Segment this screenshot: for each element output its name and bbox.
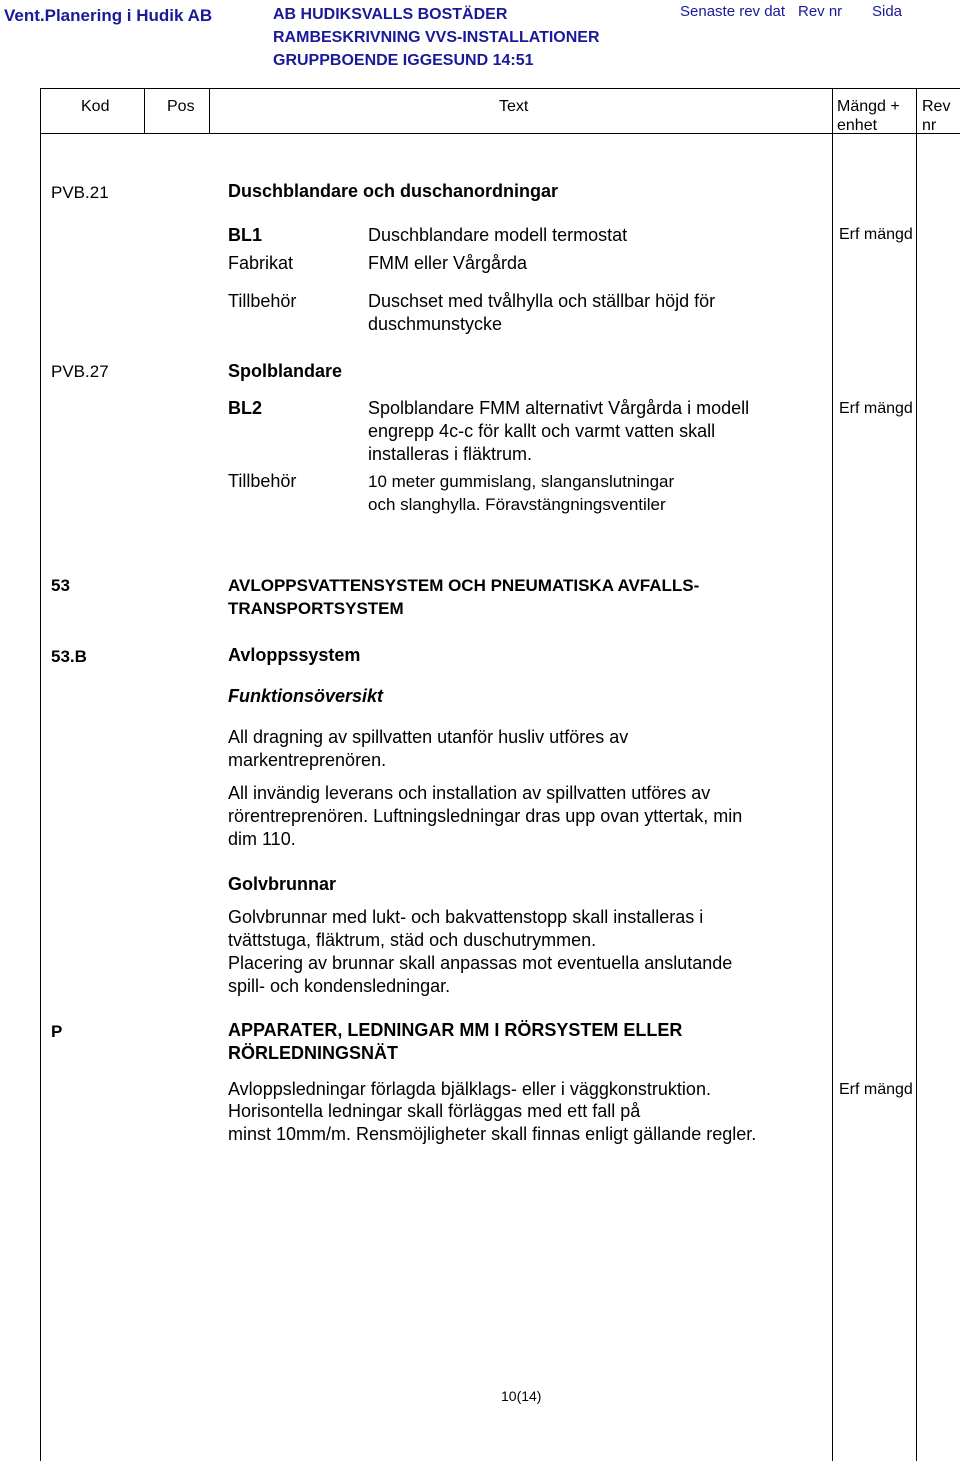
section-heading-line1: AVLOPPSVATTENSYSTEM OCH PNEUMATISKA AVFALLS- (228, 576, 700, 595)
company-name: Vent.Planering i Hudik AB (4, 6, 213, 25)
section-code: PVB.27 (51, 362, 109, 381)
column-header-text: Text (499, 98, 529, 115)
column-border-text (209, 88, 210, 133)
section-code: 53.B (51, 647, 87, 666)
project-name: GRUPPBOENDE IGGESUND 14:51 (273, 52, 534, 69)
item-pos-bl2: BL2 (228, 398, 263, 418)
paragraph-2-line3: dim 110. (228, 829, 296, 849)
section-code: P (51, 1022, 63, 1041)
meta-rev-date-label: Senaste rev dat (680, 3, 786, 20)
item-qty: Erf mängd (839, 1081, 913, 1098)
body-line3: minst 10mm/m. Rensmöjligheter skall finnas enligt gällande regler. (228, 1124, 757, 1144)
item-text-bl1: Duschblandare modell termostat (368, 225, 628, 245)
section-code: PVB.21 (51, 183, 109, 202)
subheading-funktionsoversikt: Funktionsöversikt (228, 686, 384, 706)
item-qty-bl2: Erf mängd (839, 400, 913, 417)
tillbehor-text-line1: 10 meter gummislang, slanganslutningar (368, 472, 675, 491)
column-border-qty (832, 88, 833, 1461)
item-text-bl2-line2: engrepp 4c-c för kallt och varmt vatten skall (368, 421, 716, 441)
table-top-border (40, 88, 960, 89)
section-heading: Spolblandare (228, 361, 343, 381)
column-border-pos (144, 88, 145, 133)
paragraph-1-line2: markentreprenören. (228, 750, 387, 770)
golvbrunnar-line1: Golvbrunnar med lukt- och bakvattenstopp skall installeras i (228, 907, 704, 927)
column-border-left (40, 88, 41, 1461)
item-qty-bl1: Erf mängd (839, 226, 913, 243)
section-heading: Avloppssystem (228, 645, 361, 665)
fabrikat-label: Fabrikat (228, 253, 294, 273)
tillbehor-text-line2: och slanghylla. Föravstängningsventiler (368, 495, 666, 514)
page-number: 10(14) (501, 1388, 542, 1404)
tillbehor-text-line1: Duschset med tvålhylla och ställbar höjd för (368, 291, 716, 311)
column-header-qty-line2: enhet (837, 117, 878, 134)
meta-rev-nr-label: Rev nr (798, 3, 843, 20)
paragraph-2-line2: rörentreprenören. Luftningsledningar dras upp ovan yttertak, min (228, 806, 743, 826)
column-header-rev-line1: Rev (922, 98, 951, 115)
column-border-rev (916, 88, 917, 1461)
section-code: 53 (51, 576, 70, 595)
item-pos-bl1: BL1 (228, 225, 263, 245)
golvbrunnar-line2: tvättstuga, fläktrum, städ och duschutrymmen. (228, 930, 597, 950)
column-header-kod: Kod (81, 98, 110, 115)
golvbrunnar-line4: spill- och kondensledningar. (228, 976, 451, 996)
section-heading: Duschblandare och duschanordningar (228, 181, 559, 201)
tillbehor-text-line2: duschmunstycke (368, 314, 503, 334)
subheading-golvbrunnar: Golvbrunnar (228, 874, 337, 894)
meta-page-label: Sida (872, 3, 903, 20)
item-text-bl2-line1: Spolblandare FMM alternativt Vårgårda i modell (368, 398, 750, 418)
client-name: AB HUDIKSVALLS BOSTÄDER (273, 6, 508, 23)
tillbehor-label: Tillbehör (228, 471, 297, 491)
section-heading-line1: APPARATER, LEDNINGAR MM I RÖRSYSTEM ELLER (228, 1020, 683, 1040)
paragraph-2-line1: All invändig leverans och installation av spillvatten utföres av (228, 783, 711, 803)
column-header-qty-line1: Mängd + (837, 98, 900, 115)
tillbehor-label: Tillbehör (228, 291, 297, 311)
body-line1: Avloppsledningar förlagda bjälklags- eller i väggkonstruktion. (228, 1079, 711, 1099)
column-header-rev-line2: nr (922, 117, 937, 134)
item-text-bl2-line3: installeras i fläktrum. (368, 444, 533, 464)
paragraph-1-line1: All dragning av spillvatten utanför husliv utföres av (228, 727, 629, 747)
section-heading-line2: TRANSPORTSYSTEM (228, 599, 404, 618)
golvbrunnar-line3: Placering av brunnar skall anpassas mot eventuella anslutande (228, 953, 733, 973)
body-line2: Horisontella ledningar skall förläggas med ett fall på (228, 1101, 641, 1121)
document-title: RAMBESKRIVNING VVS-INSTALLATIONER (273, 29, 600, 46)
section-heading-line2: RÖRLEDNINGSNÄT (228, 1043, 398, 1063)
fabrikat-text: FMM eller Vårgårda (368, 253, 528, 273)
column-header-pos: Pos (167, 98, 195, 115)
column-header-divider (40, 133, 960, 134)
